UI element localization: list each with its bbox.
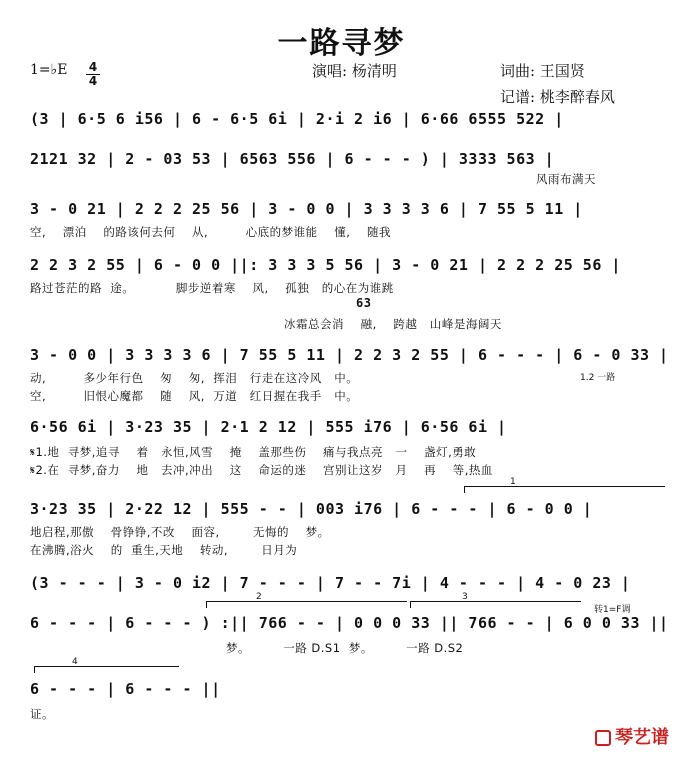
ending-bracket-1 (464, 486, 665, 493)
piano-logo-icon (595, 730, 611, 746)
watermark-logo (595, 723, 669, 749)
alt-notes: 63 (356, 296, 372, 310)
ending-number-3: 3 (462, 592, 468, 602)
lyric-row-3: 空, 漂泊 的路该何去何 从, 心底的梦谁能 懂, 随我 (30, 225, 391, 239)
score-row-7: 3·23 35 | 2·22 12 | 555 - - | 003 i76 | 6 - - - | 6 - 0 0 | (30, 500, 593, 518)
time-sig-denominator: 4 (88, 74, 98, 88)
ending-cue-1-2: 1.2 一路 (580, 373, 616, 383)
lyric-row-5: 动, 多少年行色 匆 匆, 挥泪 行走在这冷风 中。 (30, 371, 359, 385)
lyric-row-6-verse2: 𝄋2.在 寻梦,奋力 地 去冲,冲出 这 命运的迷 宫别让这岁 月 再 等,热血 (30, 463, 493, 477)
score-row-4: 2 2 3 2 55 | 6 - 0 0 ||: 3 3 3 5 56 | 3 - 0 21 | 2 2 2 25 56 | (30, 256, 621, 274)
score-row-10: 6 - - - | 6 - - - || (30, 680, 221, 698)
score-row-3: 3 - 0 21 | 2 2 2 25 56 | 3 - 0 0 | 3 3 3 3 6 | 7 55 5 11 | (30, 200, 583, 218)
lyric-row-4-verse2: 冰霜总会消 融, 跨越 山峰是海阔天 (284, 317, 502, 331)
score-row-2: 2121 32 | 2 - 03 53 | 6563 556 | 6 - - - ) | 3333 563 | (30, 150, 555, 168)
watermark-text: 琴艺谱 (615, 727, 669, 748)
lyric-row-10: 证。 (30, 707, 54, 721)
time-signature (86, 62, 100, 87)
score-row-6: 6·56 6i | 3·23 35 | 2·1 2 12 | 555 i76 | 6·56 6i | (30, 418, 507, 436)
ending-number-2: 2 (256, 592, 262, 602)
score-row-9: 6 - - - | 6 - - - ) :|| 766 - - | 0 0 0 33 || 766 - - | 6 0 0 33 || (30, 614, 669, 632)
ending-number-1: 1 (510, 477, 516, 487)
lyric-row-2: 风雨布满天 (536, 172, 596, 186)
ending-bracket-3 (410, 601, 581, 608)
lyric-row-6-verse1: 𝄋1.地 寻梦,追寻 着 永恒,风雪 掩 盖那些伤 痛与我点亮 一 盏灯,勇敢 (30, 445, 477, 459)
key-change-note: 转1=F调 (594, 605, 631, 615)
time-sig-numerator: 4 (88, 60, 98, 74)
ending-bracket-4 (34, 666, 179, 673)
lyric-row-7-verse2: 在沸腾,浴火 的 重生,天地 转动, 日月为 (30, 543, 298, 557)
singer-credit: 演唱: 杨清明 (312, 62, 397, 80)
key-signature: 1=♭E (30, 62, 68, 78)
composer-credit: 词曲: 王国贤 (500, 62, 585, 80)
song-title: 一路寻梦 (277, 26, 406, 61)
ending-bracket-2 (206, 601, 407, 608)
transcriber-credit: 记谱: 桃李醉春风 (500, 88, 615, 106)
score-row-5: 3 - 0 0 | 3 3 3 3 6 | 7 55 5 11 | 2 2 3 2 55 | 6 - - - | 6 - 0 33 | (30, 346, 669, 364)
score-row-8: (3 - - - | 3 - 0 i2 | 7 - - - | 7 - - 7i | 4 - - - | 4 - 0 23 | (30, 574, 631, 592)
score-row-1: (3 | 6·5 6 i56 | 6 - 6·5 6i | 2·i 2 i6 | 6·66 6555 522 | (30, 110, 564, 128)
lyric-row-4: 路过苍茫的路 途。 脚步逆着寒 风, 孤独 的心在为谁跳 (30, 281, 394, 295)
ending-number-4: 4 (72, 657, 78, 667)
lyric-row-7-verse1: 地启程,那傲 骨铮铮,不改 面容, 无悔的 梦。 (30, 525, 330, 539)
lyric-row-9: 梦。 一路 D.S1 梦。 一路 D.S2 (226, 641, 464, 655)
lyric-row-5-verse2: 空, 旧恨心魔都 随 风, 万道 红日握在我手 中。 (30, 389, 359, 403)
